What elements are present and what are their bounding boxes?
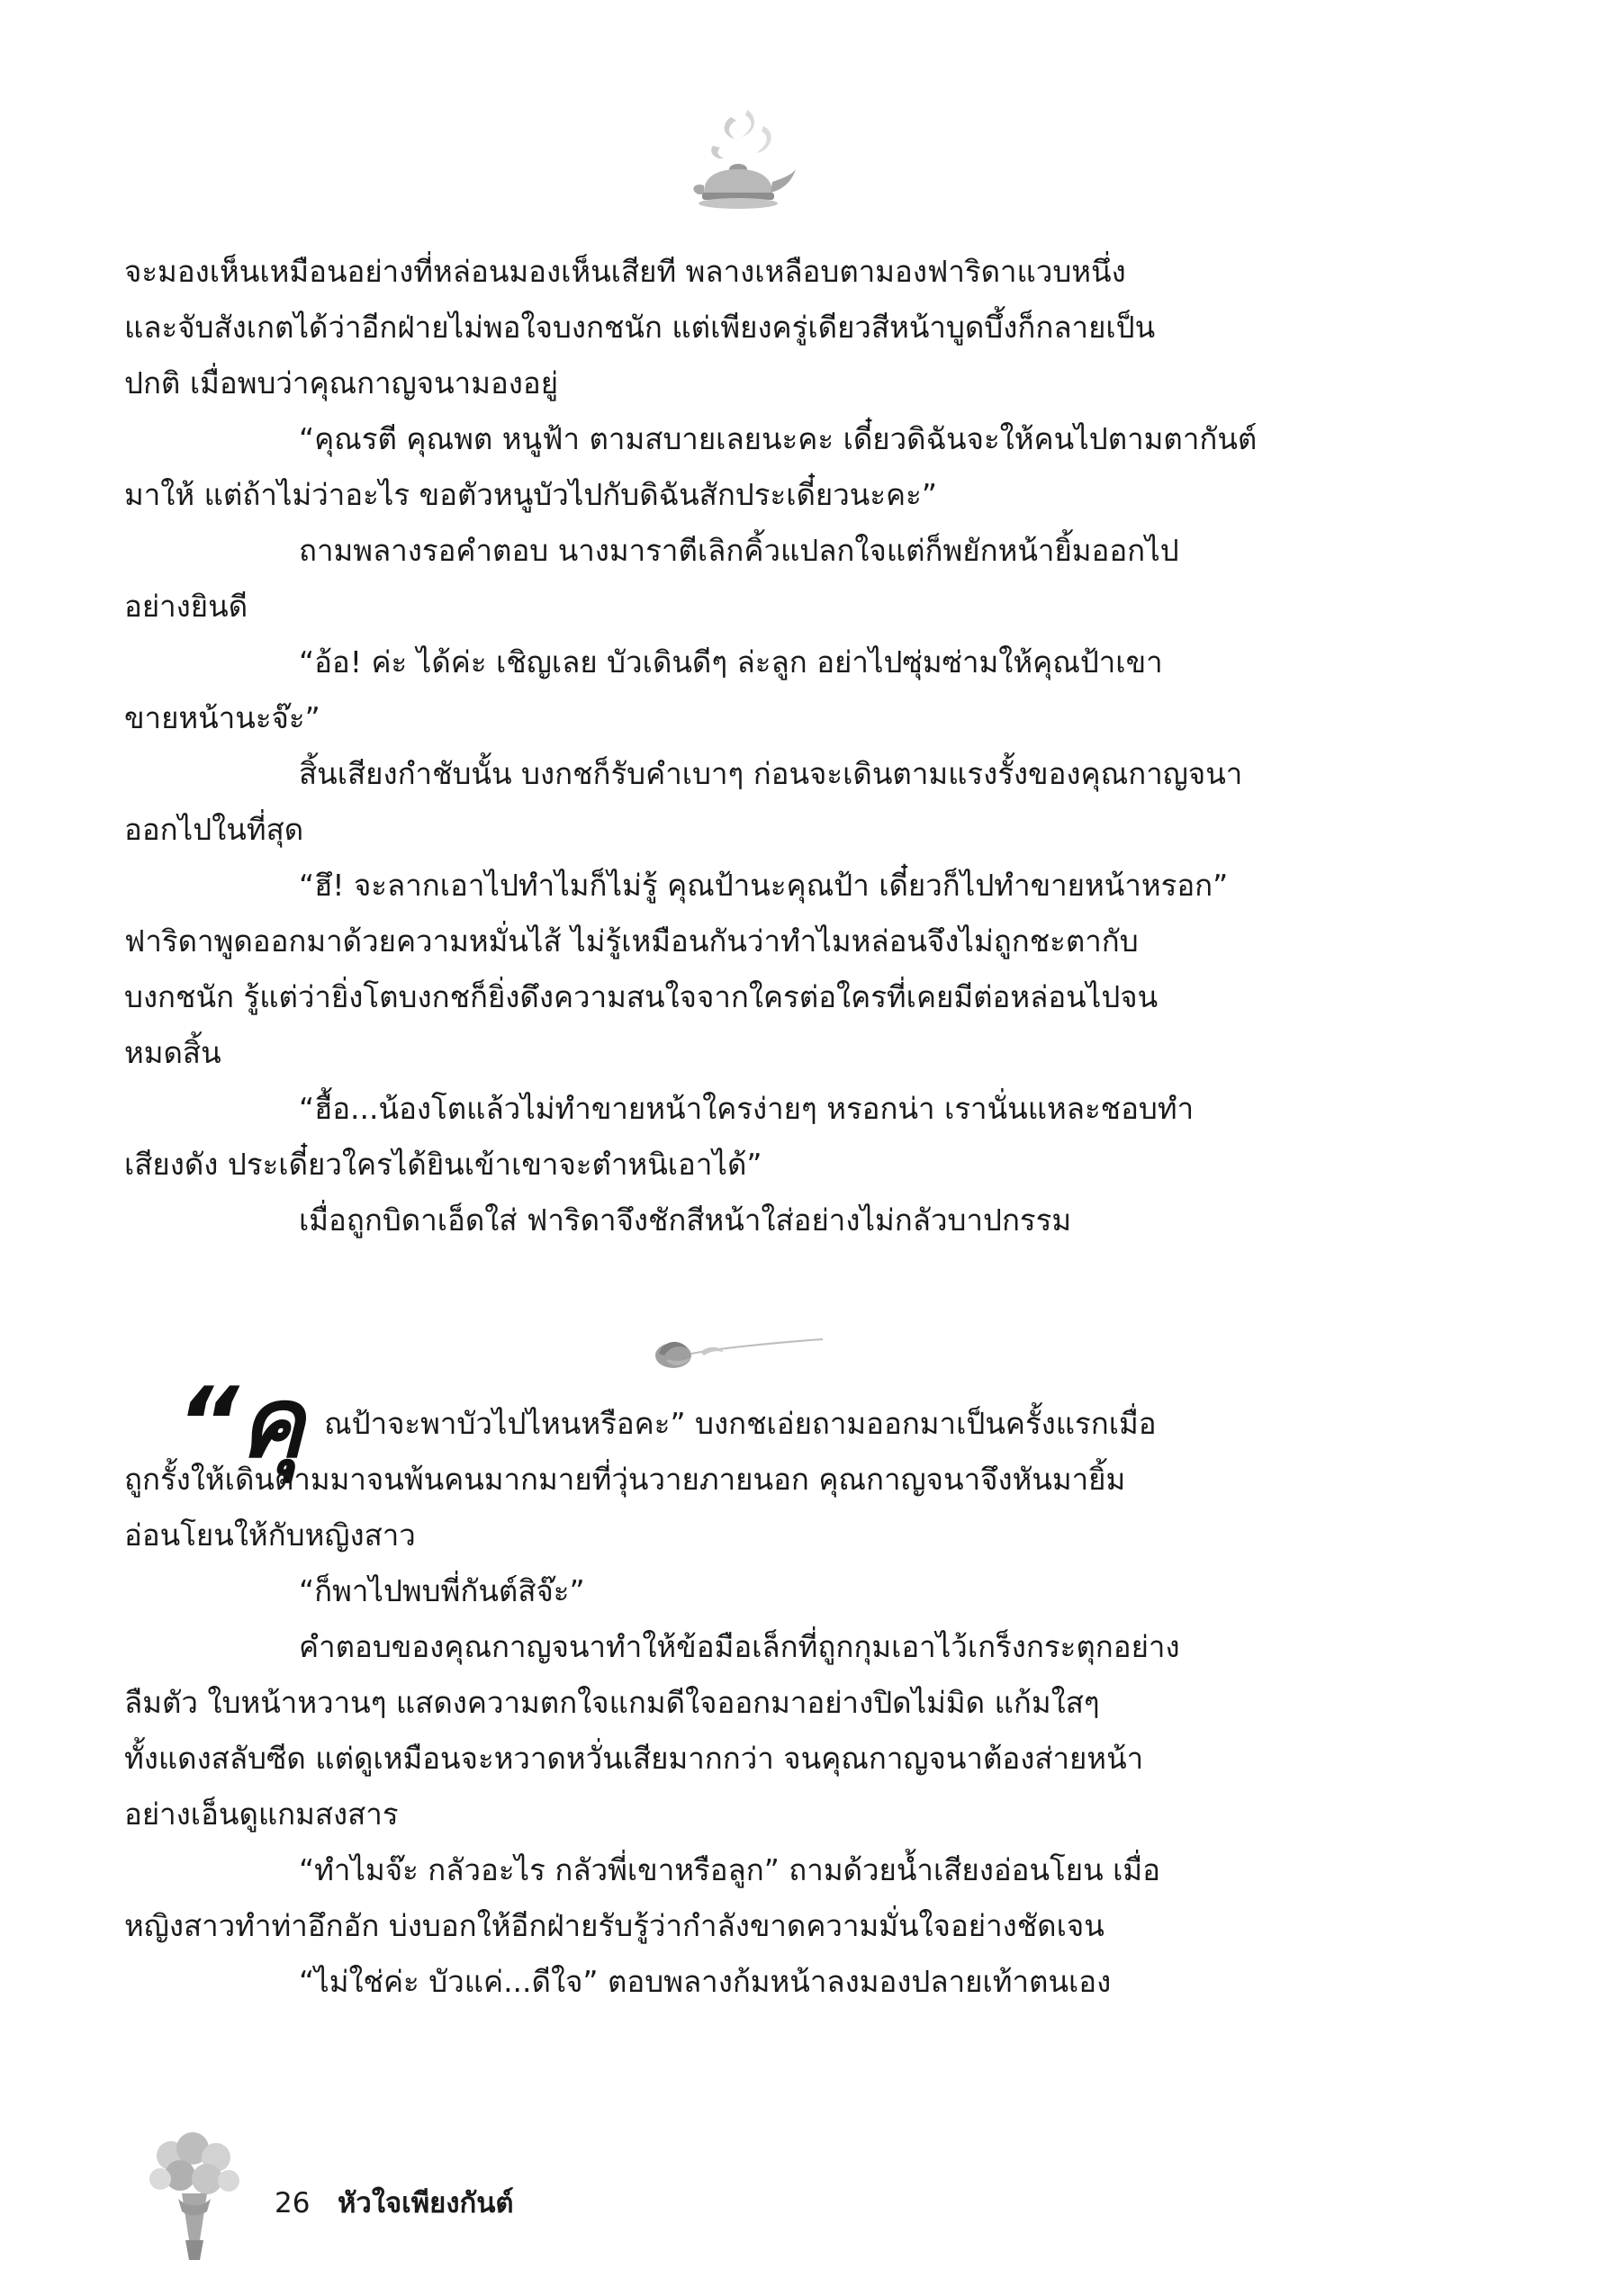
text-line: ณป้าจะพาบัวไปไหนหรือคะ” บงกชเอ่ยถามออกมาเป็นครั้งแรกเมื่อ [324,1406,1157,1441]
teapot-lamp-icon [677,106,799,212]
text-line: สิ้นเสียงกำชับนั้น บงกชก็รับคำเบาๆ ก่อนจะเดินตามแรงรั้งของคุณกาญจนา [299,756,1243,791]
book-title: หัวใจเพียงกันต์ [338,2187,514,2219]
text-line: ลืมตัว ใบหน้าหวานๆ แสดงความตกใจแกมดีใจออกมาอย่างปิดไม่มิด แก้มใสๆ [124,1685,1100,1720]
text-line: ออกไปในที่สุด [124,812,304,847]
text-line: อย่างยินดี [124,589,248,624]
text-line: ขายหน้านะจ๊ะ” [124,700,320,735]
text-line: คำตอบของคุณกาญจนาทำให้ข้อมือเล็กที่ถูกกุมเอาไว้เกร็งกระตุกอย่าง [299,1629,1180,1664]
text-line: เมื่อถูกบิดาเอ็ดใส่ ฟาริดาจึงชักสีหน้าใส่อย่างไม่กลัวบาปกรรม [299,1202,1072,1238]
drop-cap: “คุ [176,1367,304,1480]
text-line: ถูกรั้งให้เดินตามมาจนพ้นคนมากมายที่วุ่นวายภายนอก คุณกาญจนาจึงหันมายิ้ม [124,1462,1126,1497]
text-line: มาให้ แต่ถ้าไม่ว่าอะไร ขอตัวหนูบัวไปกับดิฉันสักประเดี๋ยวนะคะ” [124,477,937,512]
text-line: “ทำไมจ๊ะ กลัวอะไร กลัวพี่เขาหรือลูก” ถามด้วยน้ำเสียงอ่อนโยน เมื่อ [299,1852,1160,1887]
text-line: “อ้อ! ค่ะ ได้ค่ะ เชิญเลย บัวเดินดีๆ ล่ะลูก อย่าไปซุ่มซ่ามให้คุณป้าเขา [299,644,1163,680]
text-line: ปกติ เมื่อพบว่าคุณกาญจนามองอยู่ [124,365,559,401]
text-line: หญิงสาวทำท่าอึกอัก บ่งบอกให้อีกฝ่ายรับรู้ว่ากำลังขาดความมั่นใจอย่างชัดเจน [124,1908,1105,1943]
text-line: ถามพลางรอคำตอบ นางมาราตีเลิกคิ้วแปลกใจแต่ก็พยักหน้ายิ้มออกไป [299,533,1179,568]
rose-icon [637,1321,826,1375]
text-line: จะมองเห็นเหมือนอย่างที่หล่อนมองเห็นเสียที พลางเหลือบตามองฟาริดาแวบหนึ่ง [124,254,1126,289]
text-line: “คุณรตี คุณพต หนูฟ้า ตามสบายเลยนะคะ เดี๋ยวดิฉันจะให้คนไปตามตากันต์ [299,421,1258,456]
text-line: ทั้งแดงสลับซีด แต่ดูเหมือนจะหวาดหวั่นเสียมากกว่า จนคุณกาญจนาต้องส่ายหน้า [124,1741,1144,1776]
text-line: เสียงดัง ประเดี๋ยวใครได้ยินเข้าเขาจะตำหนิเอาได้” [124,1147,762,1182]
text-line: “ไม่ใช่ค่ะ บัวแค่...ดีใจ” ตอบพลางก้มหน้าลงมองปลายเท้าตนเอง [299,1964,1112,1999]
text-line: บงกชนัก รู้แต่ว่ายิ่งโตบงกชก็ยิ่งดึงความสนใจจากใครต่อใครที่เคยมีต่อหล่อนไปจน [124,979,1159,1014]
text-line: “ฮื้อ...น้องโตแล้วไม่ทำขายหน้าใครง่ายๆ หรอกน่า เรานั่นแหละชอบทำ [299,1091,1195,1126]
text-line: “ก็พาไปพบพี่กันต์สิจ๊ะ” [299,1573,585,1608]
page-number: 26 [275,2187,311,2219]
text-line: “ฮึ! จะลากเอาไปทำไมก็ไม่รู้ คุณป้านะคุณป้า เดี๋ยวก็ไปทำขายหน้าหรอก” [299,868,1229,903]
text-line: หมดสิ้น [124,1035,221,1070]
text-line: อ่อนโยนให้กับหญิงสาว [124,1517,416,1553]
text-line: และจับสังเกตได้ว่าอีกฝ่ายไม่พอใจบงกชนัก แต่เพียงครู่เดียวสีหน้าบูดบึ้งก็กลายเป็น [124,310,1156,345]
text-line: ฟาริดาพูดออกมาด้วยความหมั่นไส้ ไม่รู้เหมือนกันว่าทำไมหล่อนจึงไม่ถูกชะตากับ [124,923,1139,959]
text-line: อย่างเอ็นดูแกมสงสาร [124,1796,399,1832]
bouquet-icon [144,2129,245,2264]
